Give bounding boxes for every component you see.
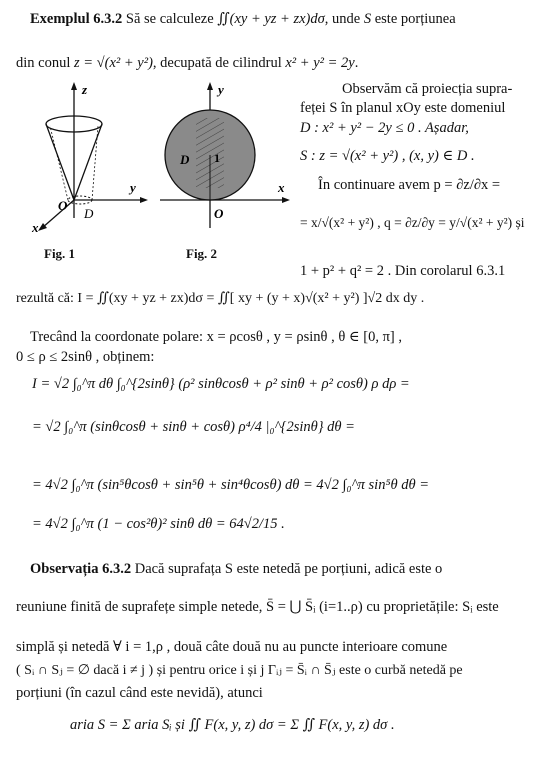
fig2-origin-label: O xyxy=(214,206,224,221)
fig2-y-label: y xyxy=(218,82,224,97)
observation-line-4: ( Sᵢ ∩ Sⱼ = ∅ dacă i ≠ j ) și pentru orice i și j Γᵢⱼ = S̄ᵢ ∩ S̄ⱼ este o curbă netedă pe xyxy=(16,663,463,678)
equation-4: = 4√2 ∫₀^π (1 − cos²θ)² sinθ dθ = 64√2/15 . xyxy=(32,516,285,532)
observation-line-2: reuniune finită de suprafețe simple netede, S̄ = ⋃ S̄ᵢ (i=1..ρ) cu proprietățile: Sᵢ este xyxy=(16,599,499,615)
figure-2-disk xyxy=(156,78,296,238)
body-line-8: rezultă că: I = ∬(xy + yz + zx)dσ = ∬[ xy + (y + x)√(x² + y²) ]√2 dx dy . xyxy=(16,291,425,306)
fig1-z-label: z xyxy=(82,82,88,97)
figure-1-caption: Fig. 1 xyxy=(44,246,76,261)
observation-title: Observația 6.3.2 xyxy=(30,561,132,577)
right-text-1: Observăm că proiecția supra- xyxy=(342,81,513,97)
example-line-2: din conul z = √(x² + y²), decupată de cilindrul x² + y² = 2y. xyxy=(16,55,359,71)
example-line-1: Exemplul 6.3.2 Să se calculeze ∬(xy + yz + zx)dσ, unde S este porțiunea xyxy=(30,11,456,27)
fig1-d-label: D xyxy=(84,206,94,221)
right-text-2: feței S în planul xOy este domeniul xyxy=(300,100,506,116)
observation-formula: aria S = Σ aria Sᵢ și ∬ F(x, y, z) dσ = Σ ∬ F(x, y, z) dσ . xyxy=(70,717,395,733)
right-text-3: D : x² + y² − 2y ≤ 0 . Așadar, xyxy=(300,120,469,136)
body-line-9: Trecând la coordonate polare: x = ρcosθ , y = ρsinθ , θ ∈ [0, π] , xyxy=(30,329,402,345)
fig1-y-label: y xyxy=(130,180,136,195)
figure-2-caption: Fig. 2 xyxy=(186,246,218,261)
body-line-10: 0 ≤ ρ ≤ 2sinθ , obținem: xyxy=(16,349,155,365)
fig2-x-label: x xyxy=(278,180,285,195)
example-title: Exemplul 6.3.2 xyxy=(30,11,123,27)
cone-equation: z = √(x² + y²) xyxy=(74,55,153,71)
surface-integral: ∬(xy + yz + zx)dσ xyxy=(217,11,325,27)
equation-1: I = √2 ∫₀^π dθ ∫₀^{2sinθ} (ρ² sinθcosθ + ρ² sinθ + ρ² cosθ) ρ dρ = xyxy=(32,376,410,392)
observation-line-1: Observația 6.3.2 Dacă suprafața S este netedă pe porțiuni, adică este o xyxy=(30,561,443,577)
right-text-5: În continuare avem p = ∂z/∂x = xyxy=(318,177,501,193)
observation-line-5: porțiuni (în cazul când este nevidă), atunci xyxy=(16,685,263,701)
observation-line-3: simplă și netedă ∀ i = 1,ρ , două câte două nu au puncte interioare comune xyxy=(16,639,448,655)
cylinder-equation: x² + y² = 2y xyxy=(285,55,355,71)
right-text-7: 1 + p² + q² = 2 . Din corolarul 6.3.1 xyxy=(300,263,506,279)
fig1-x-label: x xyxy=(32,220,39,235)
equation-3: = 4√2 ∫₀^π (sin⁵θcosθ + sin⁵θ + sin⁴θcosθ) dθ = 4√2 ∫₀^π sin⁵θ dθ = xyxy=(32,477,430,493)
right-text-4: S : z = √(x² + y²) , (x, y) ∈ D . xyxy=(300,148,475,164)
fig2-d-label: D xyxy=(180,152,190,167)
right-text-6: = x/√(x² + y²) , q = ∂z/∂y = y/√(x² + y²) și xyxy=(300,215,525,230)
fig1-origin-label: O xyxy=(58,198,68,213)
figure-1-cone xyxy=(16,78,151,238)
fig2-one-label: 1 xyxy=(214,151,220,165)
equation-2: = √2 ∫₀^π (sinθcosθ + sinθ + cosθ) ρ⁴/4 |₀^{2sinθ} dθ = xyxy=(32,419,355,435)
